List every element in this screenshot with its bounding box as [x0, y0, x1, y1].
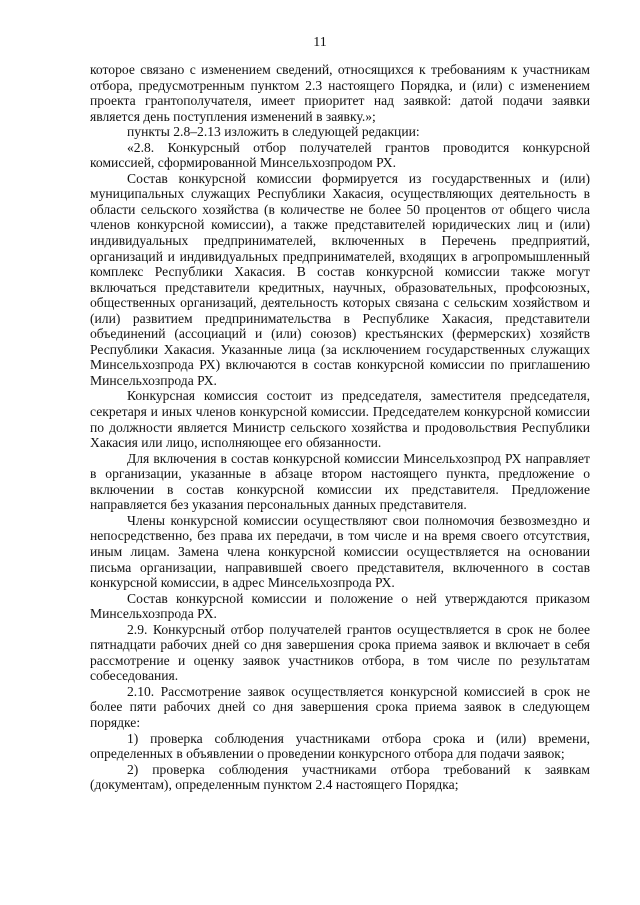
paragraph-member-powers: Члены конкурсной комиссии осуществляют свои полномочия безвозмездно и непосредственно, без права их передачи, в том числе и на время своего отсутствия, иным лицам. Замена члена конкурсной комиссии осуществляется на основании письма организации, направившей своего представителя, включенного в состав конкурсной комиссии, в адрес Минсельхозпрода РХ.: [90, 512, 590, 591]
paragraph-approval: Состав конкурсной комиссии и положение о ней утверждаются приказом Минсельхозпрода РХ.: [90, 590, 590, 622]
paragraph-2-9: 2.9. Конкурсный отбор получателей грантов осуществляется в срок не более пятнадцати рабочих дней со дня завершения срока приема заявок и включает в себя рассмотрение и оценку заявок участников отбора, в том числе по результатам собеседования.: [90, 621, 590, 684]
page-number: 11: [313, 35, 327, 50]
document-body: [90, 62, 590, 793]
paragraph-commission-structure: Конкурсная комиссия состоит из председателя, заместителя председателя, секретаря и иных членов конкурсной комиссии. Председателем конкурсной комиссии по должности является Министр сельского хозяйства и продовольствия Республики Хакасия или лицо, исполняющее его обязанности.: [90, 388, 590, 451]
list-item-2: 2) проверка соблюдения участниками отбора требований к заявкам (документам), определенным пунктом 2.4 настоящего Порядка;: [90, 761, 590, 793]
paragraph-commission-composition: Состав конкурсной комиссии формируется из государственных и (или) муниципальных служащих Республики Хакасия, осуществляющих деятельность в области сельского хозяйства (в количестве не более 50 процентов от общего числа членов конкурсной комиссии), а также представителей юридических лиц и (или) индивидуальных предпринимателей, включенных в Перечень предприятий, организаций и индивидуальных предпринимателей, входящих в агропромышленный комплекс Республики Хакасия. В состав конкурсной комиссии также могут включаться представители кредитных, научных, образовательных, профсоюзных, общественных организаций, деятельность которых связана с сельским хозяйством и (или) развитием предпринимательства в Республике Хакасия, представители объединений (ассоциаций и (или) союзов) крестьянских (фермерских) хозяйств Республики Хакасия. Указанные лица (за исключением государственных служащих Минсельхозпрода РХ) включаются в состав конкурсной комиссии по приглашению Минсельхозпрода РХ.: [90, 170, 590, 388]
paragraph-inclusion-procedure: Для включения в состав конкурсной комиссии Минсельхозпрод РХ направляет в организации, указанные в абзаце втором настоящего пункта, предложение о включении в состав конкурсной комиссии их представителя. Предложение направляется без указания персональных данных представителя.: [90, 450, 590, 513]
paragraph-2-8: «2.8. Конкурсный отбор получателей грантов проводится конкурсной комиссией, сформированной Минсельхозпродом РХ.: [90, 139, 590, 171]
list-item-1: 1) проверка соблюдения участниками отбора срока и (или) времени, определенных в объявлении о проведении конкурсного отбора для подачи заявок;: [90, 730, 590, 762]
paragraph-amendment-intro: пункты 2.8–2.13 изложить в следующей редакции:: [127, 124, 420, 140]
paragraph-continuation: которое связано с изменением сведений, относящихся к требованиям к участникам отбора, предусмотренным пунктом 2.3 настоящего Порядка, и (или) с изменением проекта грантополучателя, имеет приоритет над заявкой: датой подачи заявки является день поступления изменений в заявку.»;: [90, 62, 590, 124]
paragraph-2-10: 2.10. Рассмотрение заявок осуществляется конкурсной комиссией в срок не более пяти рабочих дней со дня завершения срока приема заявок в следующем порядке:: [90, 683, 590, 730]
